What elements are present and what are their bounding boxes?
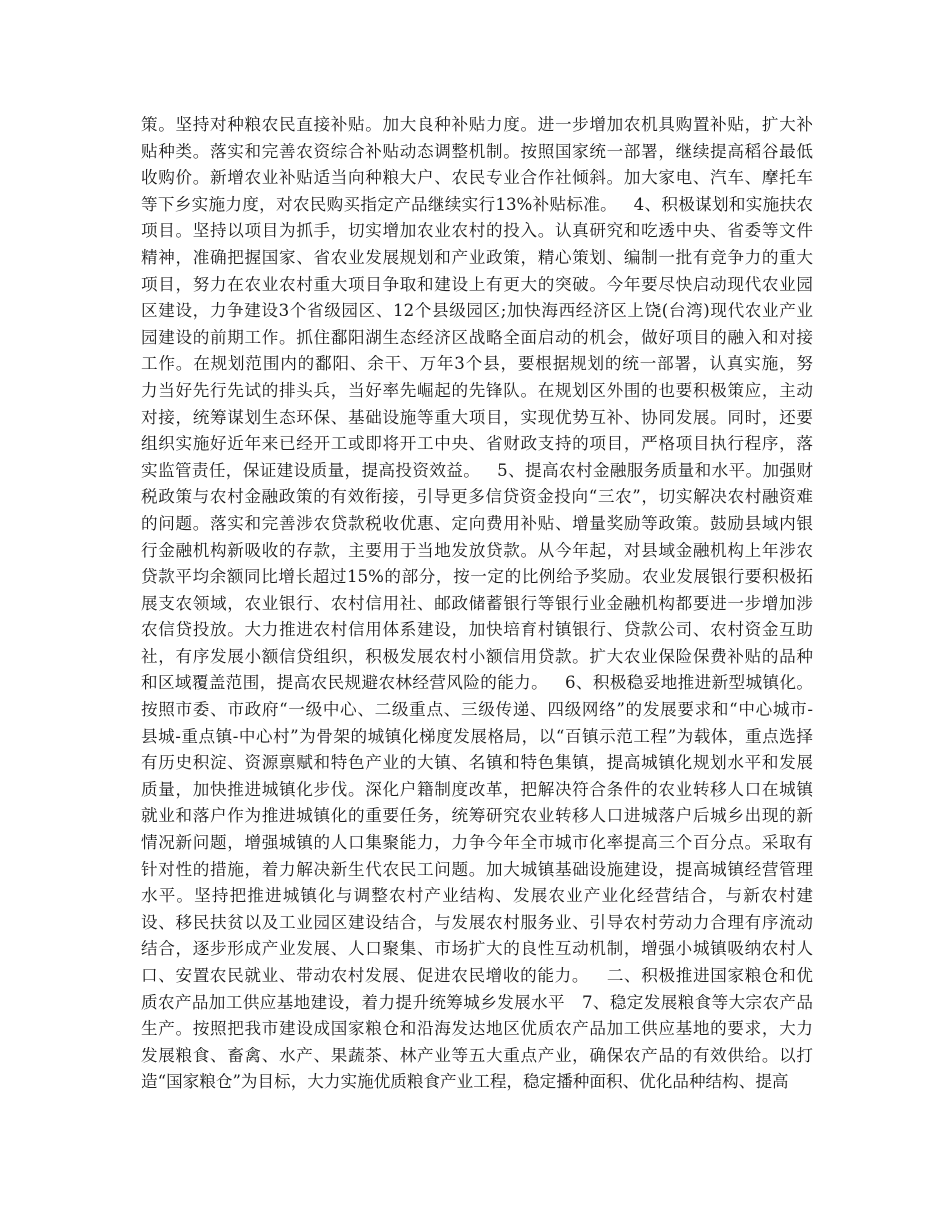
text-line: 项目，努力在农业农村重大项目争取和建设上有更大的突破。今年要尽快启动现代农业园 <box>141 274 813 294</box>
text-line: 贷款平均余额同比增长超过15%的部分，按一定的比例给予奖励。农业发展银行要积极拓 <box>141 567 813 587</box>
text-line: 发展粮食、畜禽、水产、果蔬茶、林产业等五大重点产业，确保农产品的有效供给。以打 <box>141 1045 813 1065</box>
text-line: 行金融机构新吸收的存款，主要用于当地发放贷款。从今年起，对县域金融机构上年涉农 <box>141 540 813 560</box>
text-line: 力当好先行先试的排头兵，当好率先崛起的先锋队。在规划区外围的也要积极策应，主动 <box>141 380 813 400</box>
text-line: 造“国家粮仓”为目标，大力实施优质粮食产业工程，稳定播种面积、优化品种结构、提高 <box>141 1072 789 1092</box>
text-line: 质量，加快推进城镇化步伐。深化户籍制度改革，把解决符合条件的农业转移人口在城镇 <box>141 779 813 799</box>
text-line: 策。坚持对种粮农民直接补贴。加大良种补贴力度。进一步增加农机具购置补贴，扩大补 <box>141 115 813 134</box>
text-line: 按照市委、市政府“一级中心、二级重点、三级传递、四级网络”的发展要求和“中心城市- <box>141 700 813 720</box>
text-line: 实监管责任，保证建设质量，提高投资效益。 5、提高农村金融服务质量和水平。加强财 <box>141 460 813 480</box>
text-line: 就业和落户作为推进城镇化的重要任务，统筹研究农业转移人口进城落户后城乡出现的新 <box>141 806 813 826</box>
text-line: 精神，准确把握国家、省农业发展规划和产业政策，精心策划、编制一批有竞争力的重大 <box>141 247 813 267</box>
text-line: 水平。坚持把推进城镇化与调整农村产业结构、发展农业产业化经营结合，与新农村建 <box>141 886 813 906</box>
text-line: 项目。坚持以项目为抓手，切实增加农业农村的投入。认真研究和吃透中央、省委等文件 <box>141 221 813 241</box>
text-line: 收购价。新增农业补贴适当向种粮大户、农民专业合作社倾斜。加大家电、汽车、摩托车 <box>141 168 813 188</box>
text-line: 社，有序发展小额信贷组织，积极发展农村小额信用贷款。扩大农业保险保费补贴的品种 <box>141 646 813 666</box>
text-line: 的问题。落实和完善涉农贷款税收优惠、定向费用补贴、增量奖励等政策。鼓励县域内银 <box>141 513 813 533</box>
text-line: 税政策与农村金融政策的有效衔接，引导更多信贷资金投向“三农”，切实解决农村融资难 <box>141 487 813 507</box>
text-line: 组织实施好近年来已经开工或即将开工中央、省财政支持的项目，严格项目执行程序，落 <box>141 434 813 454</box>
text-line: 贴种类。落实和完善农资综合补贴动态调整机制。按照国家统一部署，继续提高稻谷最低 <box>141 141 813 161</box>
text-line: 有历史积淀、资源禀赋和特色产业的大镇、名镇和特色集镇，提高城镇化规划水平和发展 <box>141 753 813 773</box>
text-line: 农信贷投放。大力推进农村信用体系建设，加快培育村镇银行、贷款公司、农村资金互助 <box>141 620 813 640</box>
text-line: 工作。在规划范围内的鄱阳、余干、万年3个县，要根据规划的统一部署，认真实施，努 <box>141 354 813 374</box>
text-line: 情况新问题，增强城镇的人口集聚能力，力争今年全市城市化率提高三个百分点。采取有 <box>141 833 813 853</box>
text-line: 和区域覆盖范围，提高农民规避农林经营风险的能力。 6、积极稳妥地推进新型城镇化。 <box>141 673 813 693</box>
text-line: 区建设，力争建设3个省级园区、12个县级园区;加快海西经济区上饶(台湾)现代农业产业 <box>141 301 813 321</box>
text-line: 结合，逐步形成产业发展、人口聚集、市场扩大的良性互动机制，增强小城镇吸纳农村人 <box>141 939 813 959</box>
text-line: 质农产品加工供应基地建设，着力提升统筹城乡发展水平 7、稳定发展粮食等大宗农产品 <box>141 992 813 1012</box>
text-line: 县城-重点镇-中心村”为骨架的城镇化梯度发展格局，以“百镇示范工程”为载体，重点选择 <box>141 726 813 746</box>
text-line: 生产。按照把我市建设成国家粮仓和沿海发达地区优质农产品加工供应基地的要求，大力 <box>141 1019 813 1039</box>
text-line: 等下乡实施力度，对农民购买指定产品继续实行13%补贴标准。 4、积极谋划和实施扶农 <box>141 194 813 214</box>
text-line: 展支农领域，农业银行、农村信用社、邮政储蓄银行等银行业金融机构都要进一步增加涉 <box>141 593 813 613</box>
text-line: 针对性的措施，着力解决新生代农民工问题。加大城镇基础设施建设，提高城镇经营管理 <box>141 859 813 879</box>
body-text <box>141 112 813 1096</box>
text-line: 对接，统筹谋划生态环保、基础设施等重大项目，实现优势互补、协同发展。同时，还要 <box>141 407 813 427</box>
text-line: 设、移民扶贫以及工业园区建设结合，与发展农村服务业、引导农村劳动力合理有序流动 <box>141 912 813 932</box>
text-line: 园建设的前期工作。抓住鄱阳湖生态经济区战略全面启动的机会，做好项目的融入和对接 <box>141 327 813 347</box>
text-line: 口、安置农民就业、带动农村发展、促进农民增收的能力。 二、积极推进国家粮仓和优 <box>141 966 813 985</box>
